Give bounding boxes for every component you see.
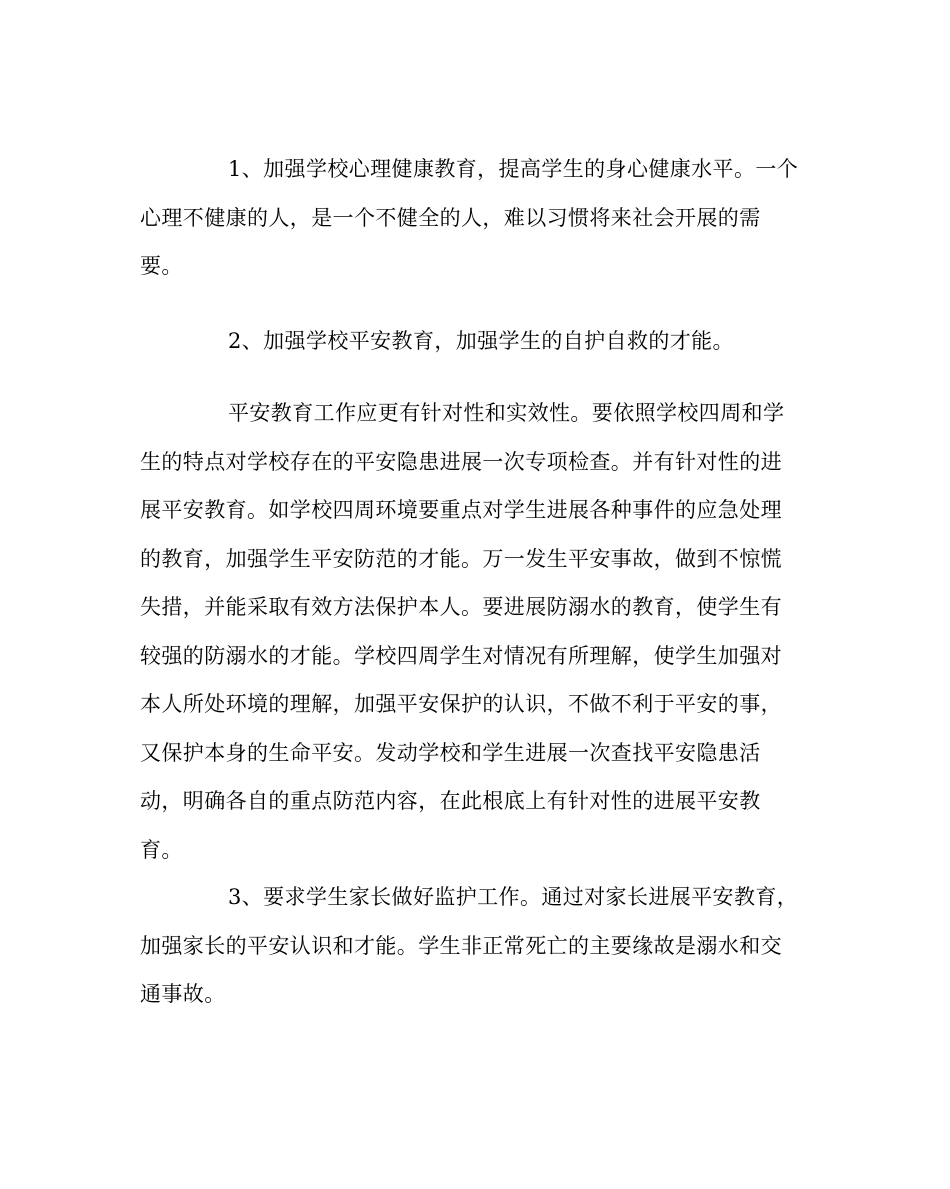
text-line: 失措，并能采取有效方法保护本人。要进展防溺水的教育，使学生有 — [140, 595, 782, 619]
text-line: 生的特点对学校存在的平安隐患进展一次专项检查。并有针对性的进 — [140, 449, 782, 474]
paragraph-mental-health — [140, 145, 810, 291]
text-line: 较强的防溺水的才能。学校四周学生对情况有所理解，使学生加强对 — [140, 643, 782, 668]
paragraph-safety-education — [140, 389, 810, 874]
text-line: 动，明确各自的重点防范内容，在此根底上有针对性的进展平安教 — [140, 789, 761, 813]
text-line: 又保护本身的生命平安。发动学校和学生进展一次查找平安隐患活 — [140, 740, 761, 765]
text-line: 1、加强学校心理健康教育，提高学生的身心健康水平。一个 — [228, 157, 799, 181]
text-line: 心理不健康的人，是一个不健全的人，难以习惯将来社会开展的需 — [140, 205, 761, 230]
text-line: 的教育，加强学生平安防范的才能。万一发生平安事故，做到不惊慌 — [140, 546, 782, 571]
text-line: 加强家长的平安认识和才能。学生非正常死亡的主要缘故是溺水和交 — [140, 933, 782, 958]
text-line: 本人所处环境的理解，加强平安保护的认识，不做不利于平安的事， — [140, 692, 782, 716]
text-line: 3、要求学生家长做好监护工作。通过对家长进展平安教育， — [228, 885, 799, 909]
text-line: 平安教育工作应更有针对性和实效性。要依照学校四周和学 — [228, 401, 785, 425]
text-line: 要。 — [140, 254, 183, 278]
text-line: 2、加强学校平安教育，加强学生的自护自救的才能。 — [228, 329, 734, 353]
paragraph-parent-supervision — [140, 873, 810, 1019]
text-line: 育。 — [140, 837, 183, 862]
paragraph-safety-heading — [140, 317, 810, 366]
text-line: 展平安教育。如学校四周环境要重点对学生进展各种事件的应急处理 — [140, 498, 782, 522]
text-line: 通事故。 — [140, 982, 226, 1006]
